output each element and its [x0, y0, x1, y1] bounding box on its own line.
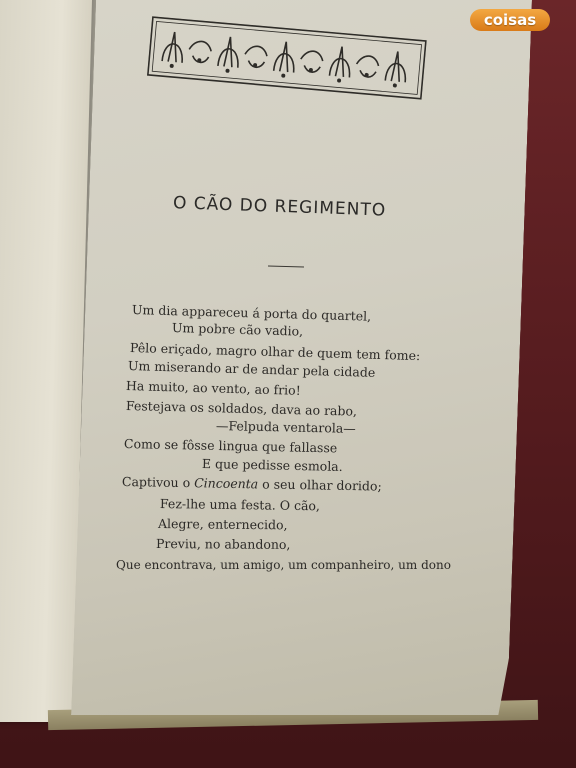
poem-line: [122, 474, 382, 494]
poem-title: O CÃO DO REGIMENTO: [172, 193, 387, 221]
poem-line-part: Captivou o: [121, 474, 191, 491]
poem-line: Alegre, enternecido,: [157, 516, 288, 533]
poem-line: —Felpuda ventarola—: [215, 418, 356, 436]
poem-line-part: o seu olhar dorido;: [262, 476, 382, 494]
poem-line: Fez-lhe uma festa. O cão,: [159, 496, 321, 514]
poem-line: Como se fôsse lingua que fallasse: [123, 436, 338, 456]
poem-line: Ha muito, ao vento, ao frio!: [125, 378, 301, 398]
poem-line: Que encontrava, um amigo, um companheiro, um dono: [116, 558, 451, 572]
poem-line: Previu, no abandono,: [155, 536, 291, 552]
poem-italic-word: Cincoenta: [194, 475, 259, 492]
poem-line: Um pobre cão vadio,: [171, 320, 304, 339]
poem-line: Festejava os soldados, dava ao rabo,: [125, 398, 358, 419]
poem-line: Um dia appareceu á porta do quartel,: [131, 302, 372, 324]
coisas-watermark-logo: coisas: [470, 9, 550, 31]
poem-line: E que pedisse esmola.: [201, 456, 343, 474]
poem-line: Pêlo eriçado, magro olhar de quem tem fome:: [129, 340, 421, 364]
poem-line: Um miserando ar de andar pela cidade: [127, 358, 376, 380]
